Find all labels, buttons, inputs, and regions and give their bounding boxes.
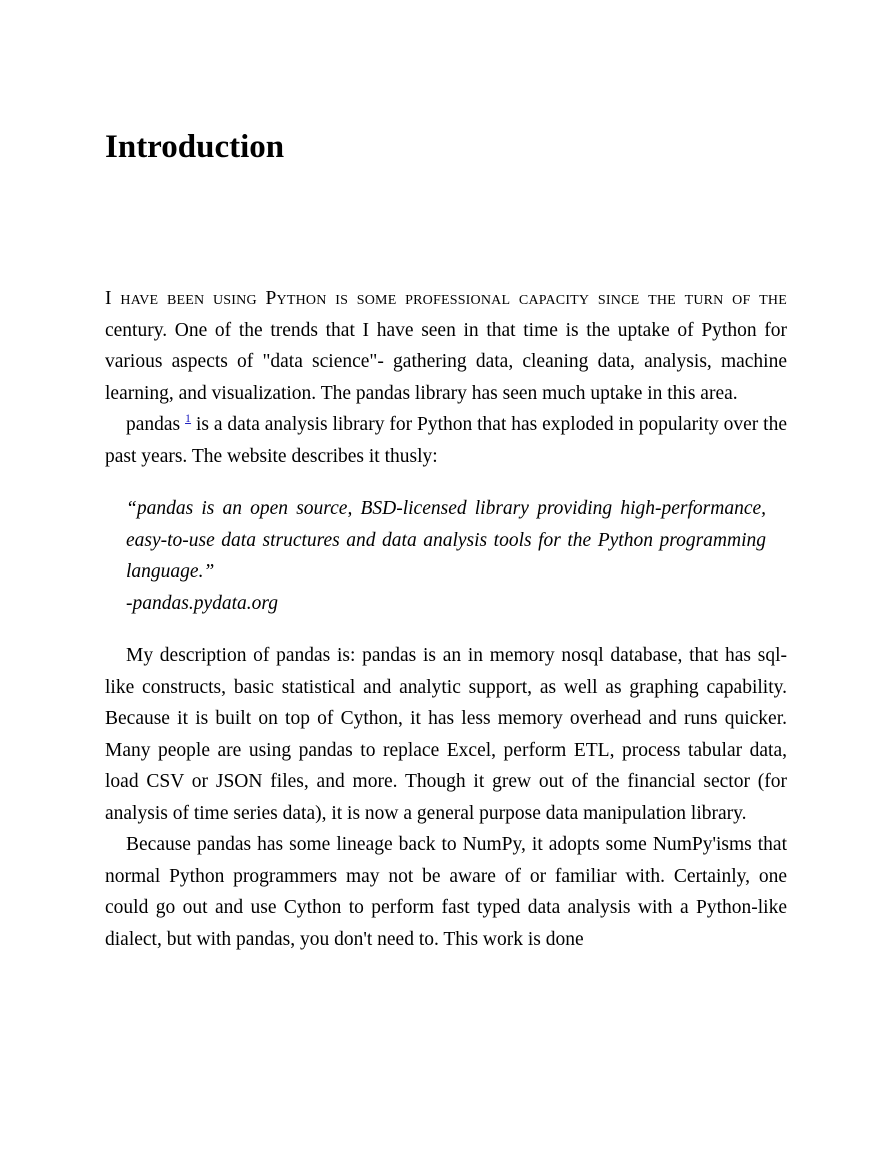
intro-paragraph-text: century. One of the trends that I have seen in that time is the uptake of Python for various aspects of "data science"- gathering data, cleaning data, analysis, machine learning, and visualization. The pandas library has seen much uptake in this area. — [105, 319, 787, 404]
chapter-body — [105, 283, 787, 955]
pandas-paragraph-lead: pandas — [126, 414, 186, 435]
quote-text: “pandas is an open source, BSD-licensed library providing high-performance, easy-to-use data structures and data analysis tools for the Python programming language.” — [126, 498, 766, 582]
intro-paragraph — [105, 283, 787, 409]
pandas-paragraph-text: is a data analysis library for Python that has exploded in popularity over the past years. The website describes it thusly: — [105, 414, 787, 467]
pandas-quote — [126, 493, 766, 619]
description-paragraph: My description of pandas is: pandas is an in memory nosql database, that has sql-like constructs, basic statistical and analytic support, as well as graphing capability. Because it is built on top of Cython, it has less memory overhead and runs quicker. Many people are using pandas to replace Excel, perform ETL, process tabular data, load CSV or JSON files, and more. Though it grew out of the financial sector (for analysis of time series data), it is now a general purpose data manipulation library. — [105, 645, 787, 824]
quote-source: -pandas.pydata.org — [126, 592, 279, 614]
chapter-title: Introduction — [105, 129, 285, 165]
intro-smallcaps-lead: I have been using Python is some professional capacity since the turn of the — [105, 288, 787, 309]
pandas-paragraph — [105, 409, 787, 472]
numpy-paragraph: Because pandas has some lineage back to NumPy, it adopts some NumPy'isms that normal Python programmers may not be aware of or familiar with. Certainly, one could go out and use Cython to perform fast typed data analysis with a Python-like dialect, but with pandas, you don't need to. This work is done — [105, 834, 787, 950]
footnote-link-1[interactable]: 1 — [185, 411, 192, 425]
